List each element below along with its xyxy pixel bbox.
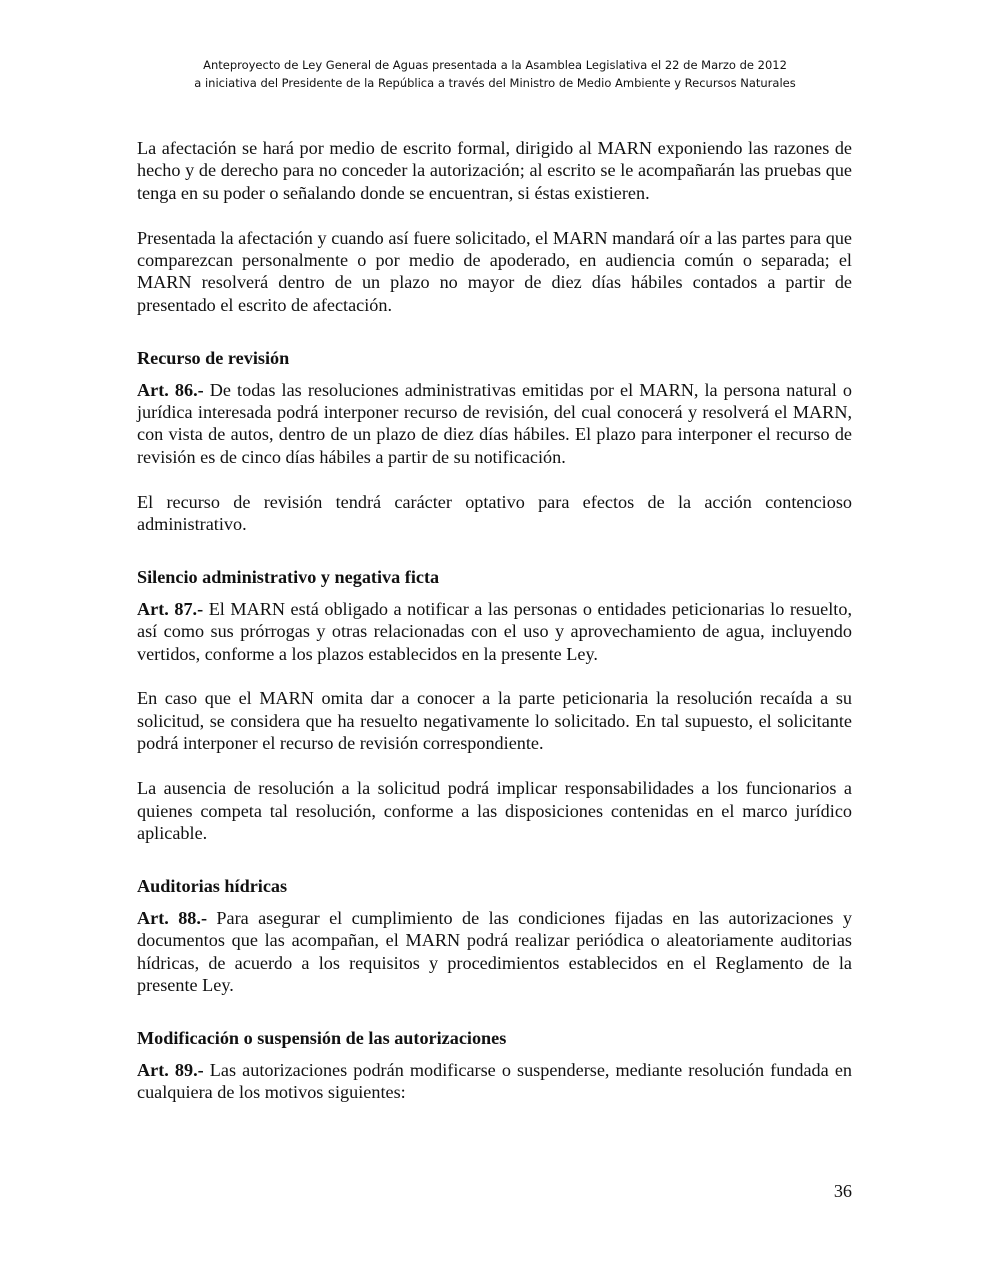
article-87-paragraph-2: En caso que el MARN omita dar a conocer a la parte peticionaria la resolución recaída a su solicitud, se considera que ha resuelto negativamente lo solicitado. En tal supuesto, el solicitante podrá interponer el recurso de revisión correspondiente.	[137, 688, 852, 754]
article-88	[137, 907, 852, 997]
article-88-label: Art. 88.-	[137, 907, 207, 928]
section-heading-silencio-administrativo: Silencio administrativo y negativa ficta	[137, 567, 440, 588]
page-number: 36	[833, 1181, 852, 1201]
section-heading-auditorias-hidricas: Auditorias hídricas	[137, 876, 288, 897]
running-header	[0, 56, 990, 92]
article-86-label: Art. 86.-	[137, 379, 204, 400]
article-89	[137, 1059, 852, 1104]
paragraph-afectacion-escrito: La afectación se hará por medio de escrito formal, dirigido al MARN exponiendo las razones de hecho y de derecho para no conceder la autorización; al escrito se le acompañarán las pruebas que tenga en su poder o señalando donde se encuentran, si éstas existieren.	[137, 138, 852, 203]
header-line-2: a iniciativa del Presidente de la República a través del Ministro de Medio Ambiente y Recursos Naturales	[194, 76, 796, 90]
article-86	[137, 379, 852, 469]
article-87-label: Art. 87.-	[137, 598, 204, 619]
article-89-label: Art. 89.-	[137, 1059, 204, 1080]
article-87-paragraph-3: La ausencia de resolución a la solicitud podrá implicar responsabilidades a los funcionarios a quienes competa tal resolución, conforme a las disposiciones contenidas en el marco jurídico aplicable.	[137, 778, 852, 843]
article-87	[137, 598, 852, 665]
article-88-text: Para asegurar el cumplimiento de las condiciones fijadas en las autorizaciones y documentos que las acompañan, el MARN podrá realizar periódica o aleatoriamente auditorias hídricas, de acuerdo a los requisitos y procedimientos establecidos en el Reglamento de la presente Ley.	[137, 907, 852, 995]
header-line-1: Anteproyecto de Ley General de Aguas presentada a la Asamblea Legislativa el 22 de Marzo de 2012	[203, 58, 787, 72]
paragraph-afectacion-audiencia: Presentada la afectación y cuando así fuere solicitado, el MARN mandará oír a las partes para que comparezcan personalmente o por medio de apoderado, en audiencia común o separada; el MARN resolverá dentro de un plazo no mayor de diez días hábiles contados a partir de presentado el escrito de afectación.	[137, 227, 852, 315]
article-86-paragraph-2: El recurso de revisión tendrá carácter optativo para efectos de la acción contencioso administrativo.	[137, 491, 852, 535]
section-heading-recurso-revision: Recurso de revisión	[137, 348, 290, 369]
article-86-text: De todas las resoluciones administrativas emitidas por el MARN, la persona natural o jurídica interesada podrá interponer recurso de revisión, del cual conocerá y resolverá el MARN, con vista de autos, dentro de un plazo de diez días hábiles. El plazo para interponer el recurso de revisión es de cinco días hábiles a partir de su notificación.	[137, 379, 852, 467]
section-heading-modificacion-suspension: Modificación o suspensión de las autorizaciones	[137, 1028, 507, 1049]
article-87-text: El MARN está obligado a notificar a las personas o entidades peticionarias lo resuelto, así como sus prórrogas y otras relacionadas con el uso y aprovechamiento de agua, incluyendo vertidos, conforme a los plazos establecidos en la presente Ley.	[137, 598, 852, 664]
document-body	[137, 137, 852, 1104]
article-89-text: Las autorizaciones podrán modificarse o suspenderse, mediante resolución fundada en cualquiera de los motivos siguientes:	[137, 1059, 852, 1103]
